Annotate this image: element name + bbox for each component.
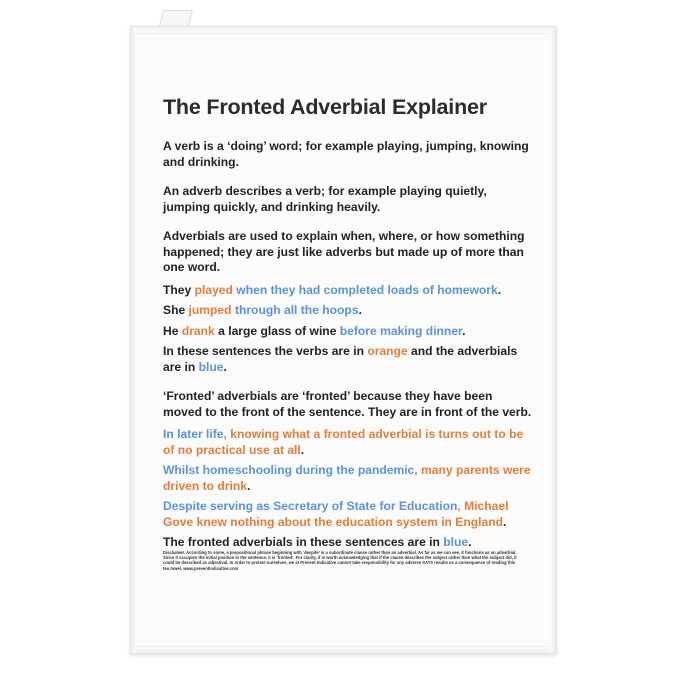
example-text: a large glass of wine <box>214 323 340 338</box>
example-text: She <box>163 303 189 317</box>
towel-hem-left <box>131 27 136 653</box>
fronted-example-1 <box>163 427 533 458</box>
example-adverbial: through all the hoops <box>234 303 359 317</box>
key-text: . <box>223 359 227 374</box>
example-sentence-1 <box>163 283 533 299</box>
fronted-rest: , knowing what a fronted adverbial is turns out to be of no practical use at all <box>163 427 524 457</box>
fronted-example-2 <box>163 463 533 494</box>
key-text: . <box>468 535 472 549</box>
example-verb: drank <box>181 323 215 338</box>
disclaimer: Disclaimer. According to some, a prepositional phrase beginning with ‘despite’ is a subordinate clause rather than an adverbial. As far as we can see, it functions as an adverbial. Since it occupies the initial position in the sentence, it is ‘fronted’. For clarity, it is worth acknowledging that if the clause describes the subject rather than what the subject did, it could be described as adjectival. In order to protect ourselves, we at Present Indicative cannot take responsibility for any adverse SATS results as a consequence of reading this tea towel. www.presentindicative.com <box>163 550 517 571</box>
key-text: The fronted adverbials in these sentences are in <box>163 535 444 549</box>
example-adverbial: when they had completed loads of homework <box>236 282 498 297</box>
key-blue: blue <box>443 535 469 549</box>
example-sentence-3 <box>163 324 533 340</box>
fronted-adverbial: Despite serving as Secretary of State for Education <box>163 499 458 513</box>
adverbial-definition: Adverbials are used to explain when, where, or how something happened; they are just like adverbs but made up of more than one word. <box>163 229 525 274</box>
fronted-end: . <box>247 478 251 493</box>
fronted-rest: , Michael Gove knew nothing about the education system in England <box>163 499 509 529</box>
fronted-end: . <box>300 442 305 457</box>
example-text: . <box>462 323 466 338</box>
towel-hem-right <box>550 27 555 653</box>
example-adverbial: before making dinner <box>339 323 463 338</box>
example-text: . <box>497 282 502 297</box>
towel-title: The Fronted Adverbial Explainer <box>163 95 487 119</box>
key-text: In these sentences the verbs are in <box>163 344 368 358</box>
adverb-definition: An adverb describes a verb; for example playing quietly, jumping quickly, and drinking heavily. <box>163 184 487 214</box>
key-orange: orange <box>367 344 408 358</box>
example-text: He <box>163 323 182 338</box>
colour-key-2 <box>163 535 533 551</box>
fronted-definition: ‘Fronted’ adverbials are ‘fronted’ because they have been moved to the front of the sentence. They are in front of the verb. <box>163 389 532 419</box>
towel-hem-top <box>131 27 555 34</box>
key-blue: blue <box>198 359 224 374</box>
example-text: . <box>358 303 362 317</box>
example-verb: jumped <box>188 303 232 317</box>
example-verb: played <box>194 282 233 297</box>
towel-hem-bottom <box>131 646 555 653</box>
fronted-rest: , many parents were driven to drink <box>163 463 531 493</box>
fronted-adverbial: In later life <box>163 427 224 441</box>
fronted-end: . <box>503 514 507 529</box>
colour-key-1 <box>163 344 533 375</box>
towel-print <box>163 95 533 551</box>
fronted-example-3 <box>163 499 533 530</box>
example-text: They <box>163 282 195 297</box>
key-text: and the adverbials are in <box>163 344 518 374</box>
example-sentence-2 <box>163 303 533 319</box>
verb-definition: A verb is a ‘doing’ word; for example playing, jumping, knowing and drinking. <box>163 139 529 169</box>
fronted-adverbial: Whilst homeschooling during the pandemic <box>163 463 415 477</box>
